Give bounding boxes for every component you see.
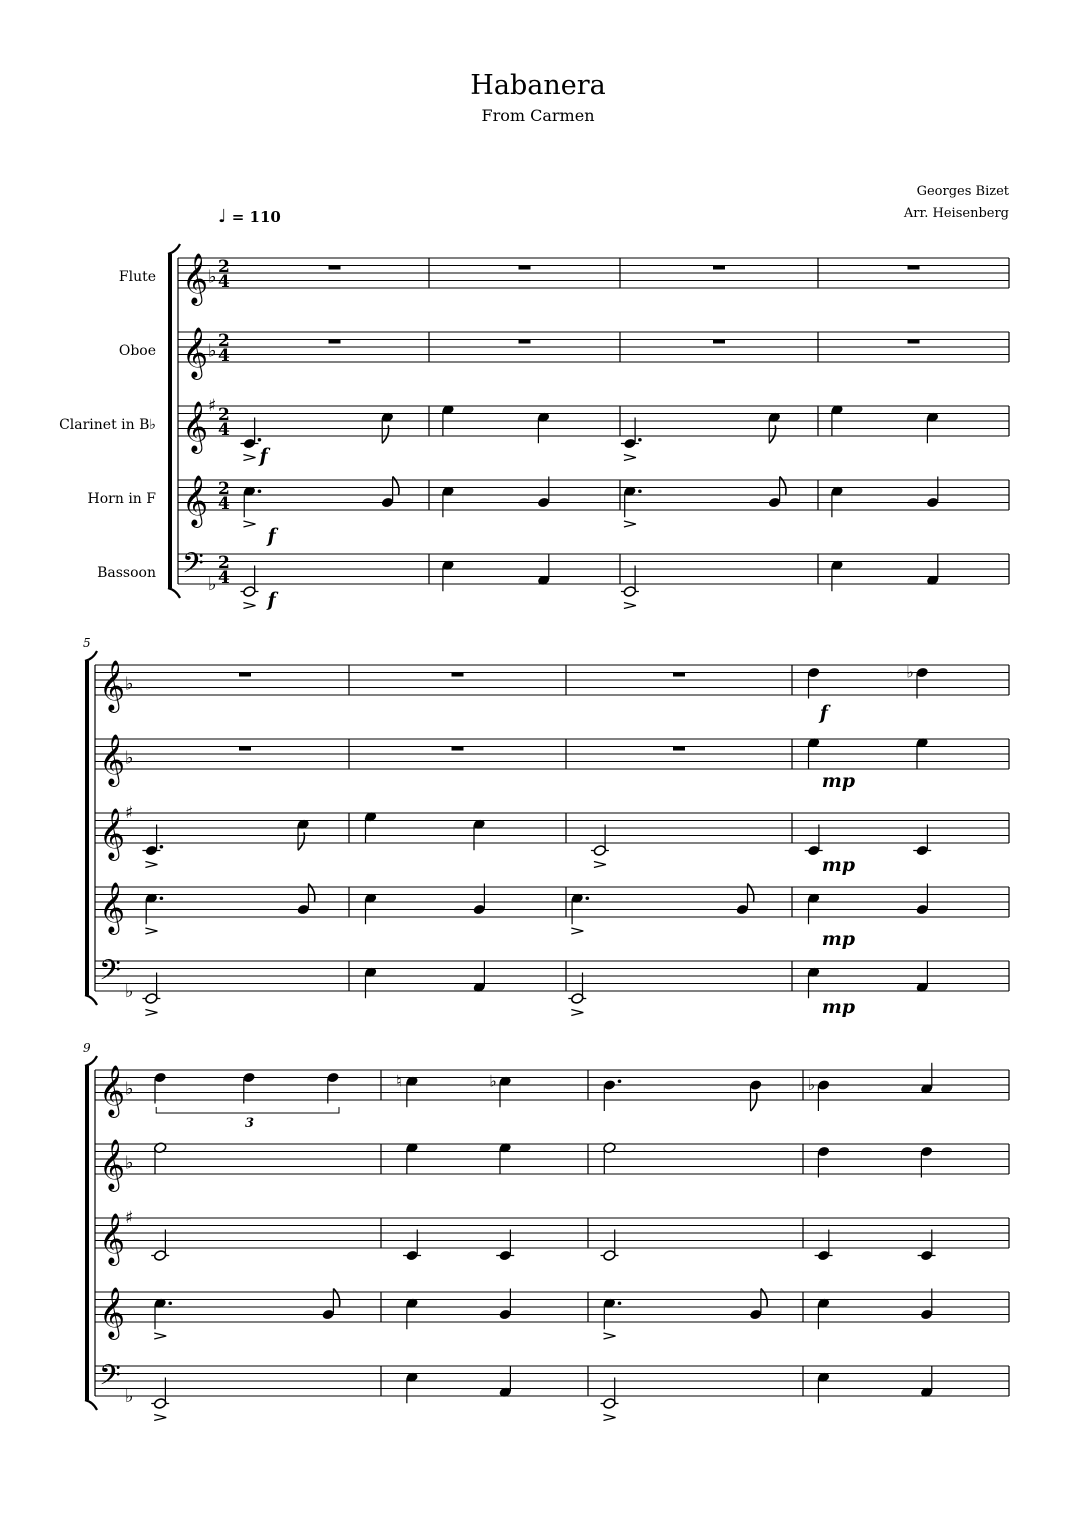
accent-mark	[243, 455, 255, 461]
instrument-label-oboe: Oboe	[118, 343, 156, 359]
whole-rest	[329, 340, 341, 344]
augmentation-dot	[160, 845, 164, 849]
instrument-label-flute: Flute	[118, 269, 156, 285]
accent-mark	[145, 862, 157, 868]
accent-mark	[243, 603, 255, 609]
bracket-bottom-hook	[85, 1400, 97, 1410]
whole-rest	[713, 340, 725, 344]
accent-mark	[604, 1415, 616, 1421]
note-flag	[751, 1093, 757, 1111]
whole-rest	[713, 266, 725, 270]
whole-rest	[519, 340, 531, 344]
augmentation-dot	[258, 438, 262, 442]
key-flat-icon: ♭	[208, 573, 217, 595]
score-title: Habanera	[470, 70, 606, 101]
natural-icon: ♮	[396, 1071, 402, 1091]
accent-mark	[604, 1333, 616, 1339]
key-sharp-icon: ♯	[208, 396, 217, 416]
score-subtitle: From Carmen	[481, 106, 595, 125]
dynamic-mp: mp	[821, 928, 856, 950]
note-flag	[780, 477, 786, 495]
bracket-bottom-hook	[85, 995, 97, 1005]
flat-icon: ♭	[807, 1075, 816, 1094]
dynamic-mp: mp	[821, 770, 856, 792]
tuplet-bracket	[156, 1107, 339, 1113]
whole-rest	[329, 266, 341, 270]
whole-rest	[908, 340, 920, 344]
treble-clef-icon: 𝄞	[99, 882, 126, 933]
note-flag	[393, 477, 399, 495]
whole-rest	[673, 673, 685, 677]
key-flat-icon: ♭	[125, 1078, 134, 1100]
whole-rest	[673, 747, 685, 751]
note-flag	[308, 884, 314, 902]
note-flag	[382, 425, 388, 443]
note-flag	[333, 1289, 339, 1307]
time-signature-bottom: 4	[218, 420, 230, 440]
augmentation-dot	[160, 896, 164, 900]
accent-mark	[624, 521, 636, 527]
note-flag	[761, 1289, 767, 1307]
augmentation-dot	[618, 1079, 622, 1083]
augmentation-dot	[618, 1301, 622, 1305]
measure-number: 9	[83, 1041, 91, 1055]
accent-mark	[571, 1010, 583, 1016]
key-flat-icon: ♭	[125, 980, 134, 1002]
quarter-note-icon: ♩	[218, 206, 227, 227]
instrument-label-horn: Horn in F	[87, 491, 156, 507]
system-bracket	[85, 1066, 89, 1400]
bass-clef-icon: 𝄢	[182, 547, 204, 587]
treble-clef-icon: 𝄞	[99, 1287, 126, 1338]
treble-clef-icon: 𝄞	[99, 1139, 126, 1190]
whole-rest	[519, 266, 531, 270]
instrument-label-clarinet: Clarinet in B♭	[59, 417, 156, 433]
dynamic-mp: mp	[821, 996, 856, 1018]
accent-mark	[145, 1010, 157, 1016]
time-signature-top: 2	[218, 405, 230, 425]
treble-clef-icon: 𝄞	[99, 808, 126, 859]
time-signature-bottom: 4	[218, 494, 230, 514]
dynamic-mp: mp	[821, 854, 856, 876]
treble-clef-icon: 𝄞	[99, 734, 126, 785]
treble-clef-icon: 𝄞	[182, 475, 209, 526]
dynamic-f: f	[267, 525, 276, 547]
key-sharp-icon: ♯	[125, 1208, 134, 1228]
tempo-value: = 110	[231, 208, 281, 226]
bracket-top-hook	[168, 244, 180, 254]
note-flag	[769, 425, 775, 443]
measure-number: 5	[83, 636, 91, 650]
key-flat-icon: ♭	[125, 673, 134, 695]
key-flat-icon: ♭	[125, 1385, 134, 1407]
accent-mark	[624, 603, 636, 609]
treble-clef-icon: 𝄞	[99, 1065, 126, 1116]
key-flat-icon: ♭	[125, 1152, 134, 1174]
augmentation-dot	[258, 489, 262, 493]
whole-rest	[452, 747, 464, 751]
augmentation-dot	[638, 489, 642, 493]
treble-clef-icon: 𝄞	[182, 253, 209, 304]
whole-rest	[239, 673, 251, 677]
system-bracket	[168, 254, 172, 588]
accent-mark	[571, 928, 583, 934]
bracket-top-hook	[85, 1056, 97, 1066]
note-flag	[747, 884, 753, 902]
time-signature-top: 2	[218, 479, 230, 499]
accent-mark	[145, 928, 157, 934]
dynamic-f: f	[267, 589, 276, 611]
time-signature-top: 2	[218, 553, 230, 573]
time-signature-bottom: 4	[218, 568, 230, 588]
key-flat-icon: ♭	[208, 266, 217, 288]
bass-clef-icon: 𝄢	[99, 1359, 121, 1399]
bracket-top-hook	[85, 651, 97, 661]
augmentation-dot	[586, 896, 590, 900]
dynamic-f: f	[819, 702, 828, 724]
instrument-label-bassoon: Bassoon	[97, 565, 156, 581]
key-sharp-icon: ♯	[125, 803, 134, 823]
treble-clef-icon: 𝄞	[99, 660, 126, 711]
time-signature-bottom: 4	[218, 346, 230, 366]
time-signature-top: 2	[218, 257, 230, 277]
tuplet-number: 3	[245, 1116, 255, 1131]
note-flag	[298, 832, 304, 850]
time-signature-bottom: 4	[218, 272, 230, 292]
accent-mark	[154, 1415, 166, 1421]
flat-icon: ♭	[906, 662, 914, 682]
dynamic-f: f	[259, 445, 268, 467]
key-flat-icon: ♭	[125, 747, 134, 769]
key-flat-icon: ♭	[208, 340, 217, 362]
treble-clef-icon: 𝄞	[99, 1213, 126, 1264]
flat-icon: ♭	[489, 1071, 497, 1091]
bass-clef-icon: 𝄢	[99, 954, 121, 994]
bracket-bottom-hook	[168, 588, 180, 598]
accent-mark	[624, 455, 636, 461]
whole-rest	[239, 747, 251, 751]
system-bracket	[85, 661, 89, 995]
treble-clef-icon: 𝄞	[182, 327, 209, 378]
time-signature-top: 2	[218, 331, 230, 351]
accent-mark	[243, 521, 255, 527]
arranger-credit: Arr. Heisenberg	[903, 206, 1009, 221]
augmentation-dot	[638, 438, 642, 442]
whole-rest	[452, 673, 464, 677]
augmentation-dot	[168, 1301, 172, 1305]
treble-clef-icon: 𝄞	[182, 401, 209, 452]
composer-credit: Georges Bizet	[916, 184, 1009, 199]
whole-rest	[908, 266, 920, 270]
accent-mark	[154, 1333, 166, 1339]
accent-mark	[594, 862, 606, 868]
